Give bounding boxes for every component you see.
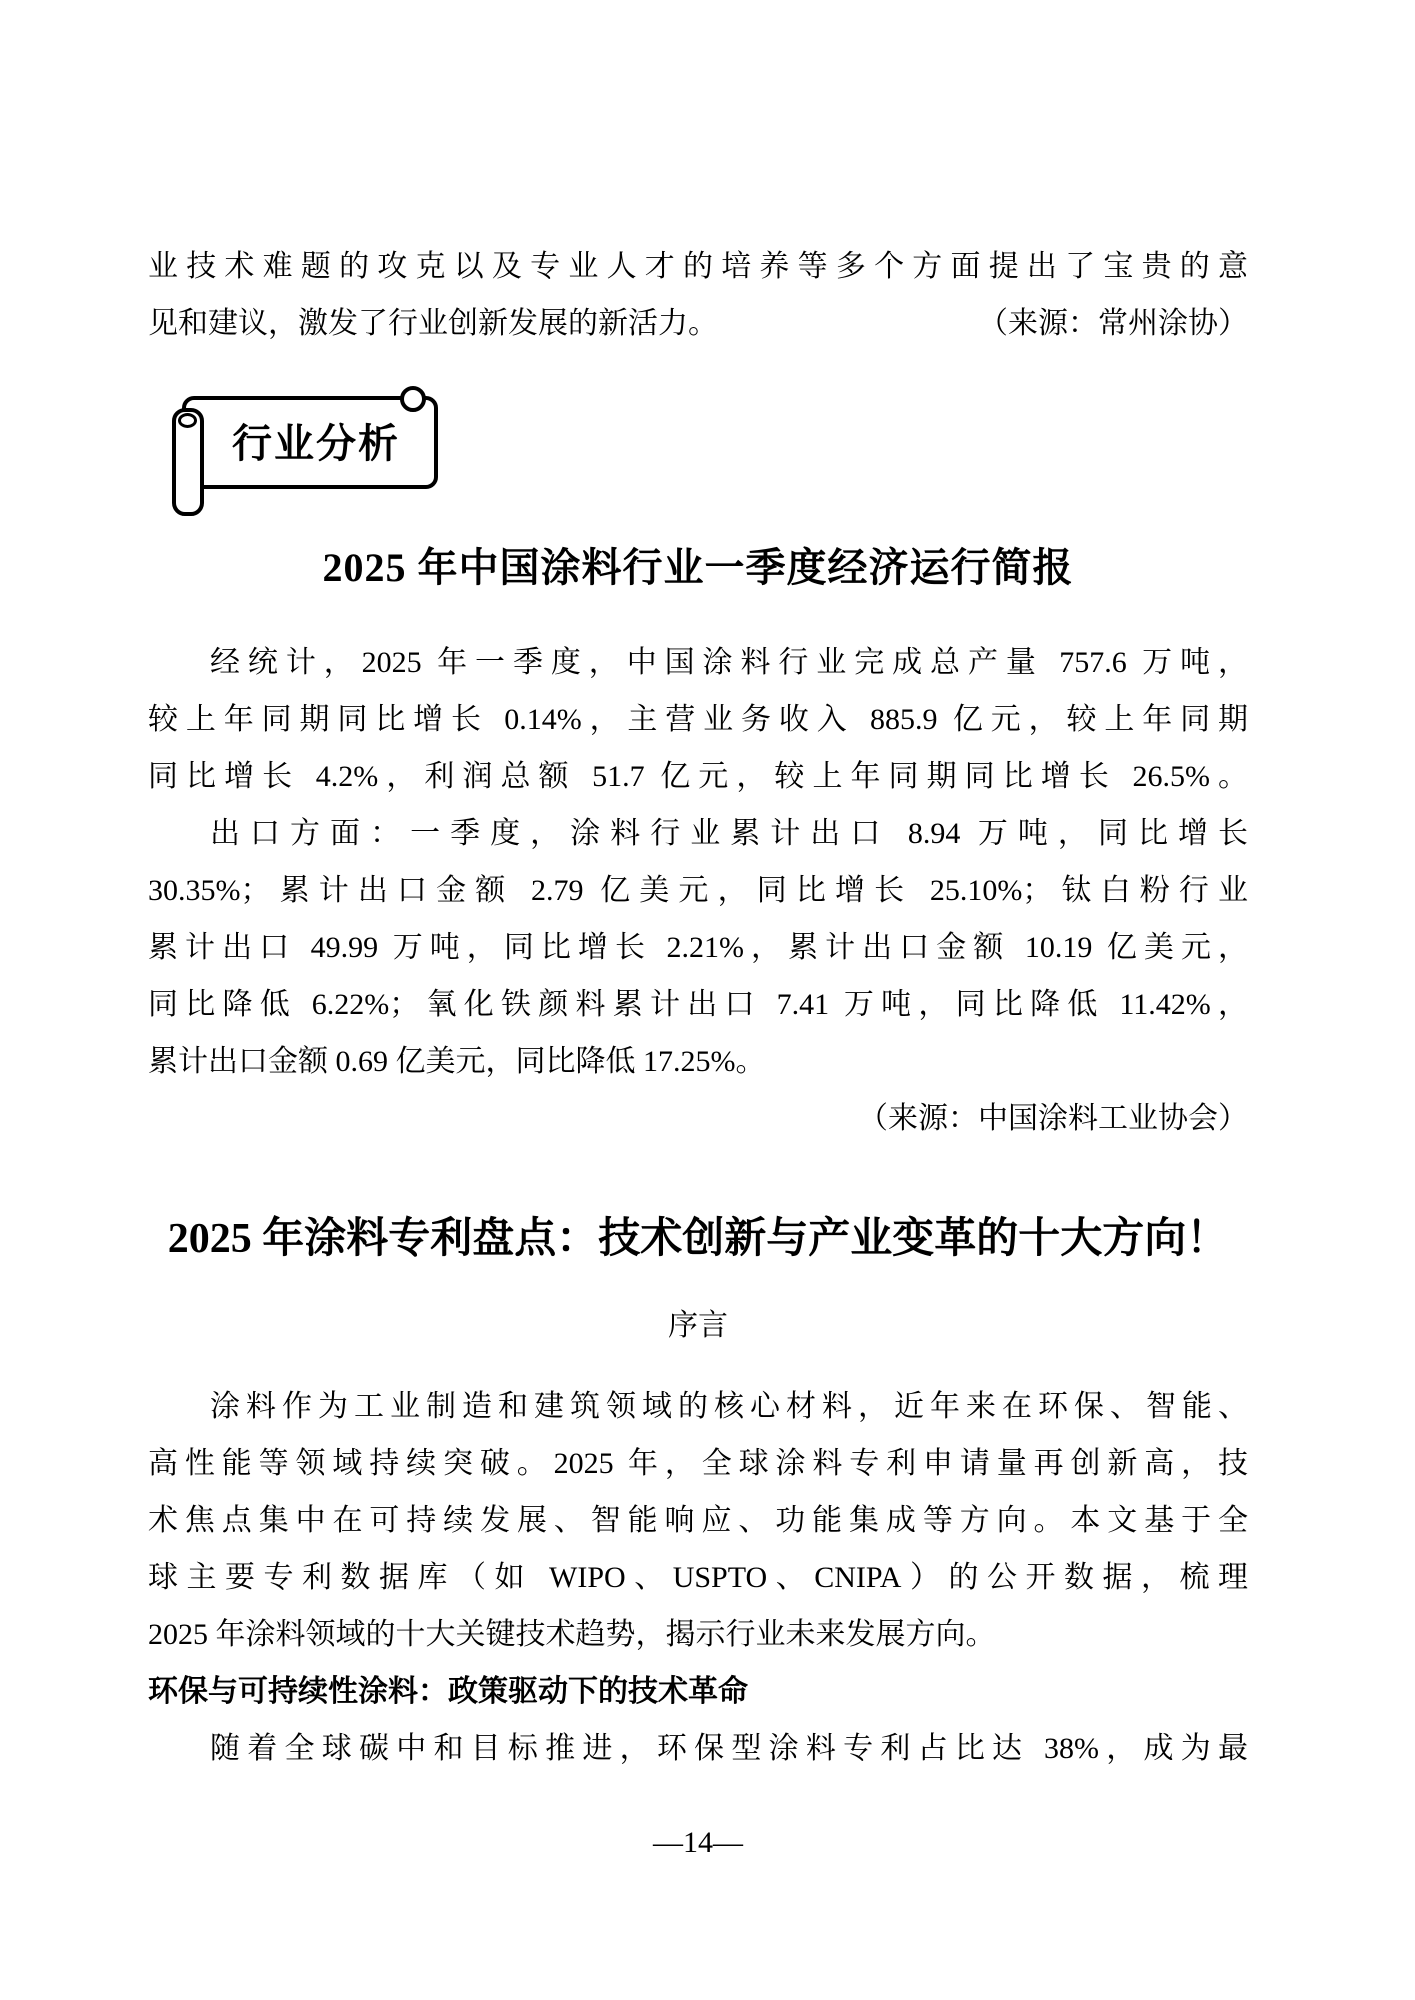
article-subheading: 环保与可持续性涂料：政策驱动下的技术革命 [148,1675,748,1708]
source-attribution: （来源：常州涂协） [978,307,1248,340]
section-banner-wrap [148,396,1248,512]
body-line: 累计出口金额 0.69 亿美元，同比降低 17.25%。 [148,1045,766,1078]
body-line: 30.35%；累计出口金额 2.79 亿美元，同比增长 25.10%；钛白粉行业 [148,874,1248,907]
body-line: 经统计，2025 年一季度，中国涂料行业完成总产量 757.6 万吨， [210,646,1248,679]
source-attribution: （来源：中国涂料工业协会） [858,1102,1248,1135]
body-line: 同比增长 4.2%，利润总额 51.7 亿元，较上年同期同比增长 26.5%。 [148,760,1248,793]
body-line: 累计出口 49.99 万吨，同比增长 2.21%，累计出口金额 10.19 亿美元， [148,931,1248,964]
body-line: 同比降低 6.22%；氧化铁颜料累计出口 7.41 万吨，同比降低 11.42%， [148,988,1248,1021]
section-banner [182,396,438,489]
article-title: 2025 年涂料专利盘点：技术创新与产业变革的十大方向！ [167,1216,1229,1262]
body-line: 涂料作为工业制造和建筑领域的核心材料，近年来在环保、智能、 [210,1390,1248,1423]
body-line: 2025 年涂料领域的十大关键技术趋势，揭示行业未来发展方向。 [148,1618,996,1651]
body-line: 球主要专利数据库（如 WIPO、USPTO、CNIPA）的公开数据，梳理 [148,1561,1248,1594]
report-title: 2025 年中国涂料行业一季度经济运行简报 [322,545,1074,590]
intro-paragraph [148,238,1248,352]
body-line: 出口方面：一季度，涂料行业累计出口 8.94 万吨，同比增长 [210,817,1248,850]
intro-line: 业技术难题的攻克以及专业人才的培养等多个方面提出了宝贵的意 [148,250,1248,283]
scroll-roll-icon [172,408,204,516]
preface-heading: 序言 [668,1309,728,1342]
section-banner-label: 行业分析 [232,421,400,466]
body-line: 随着全球碳中和目标推进，环保型涂料专利占比达 38%，成为最 [210,1732,1248,1765]
page-number: —14— [653,1826,743,1859]
body-line: 术焦点集中在可持续发展、智能响应、功能集成等方向。本文基于全 [148,1504,1248,1537]
body-line: 较上年同期同比增长 0.14%，主营业务收入 885.9 亿元，较上年同期 [148,703,1248,736]
page-content [148,0,1248,1863]
report-paragraph-1 [148,634,1248,805]
scroll-curl-icon [400,386,426,412]
intro-line-text: 见和建议，激发了行业创新发展的新活力。 [148,307,718,340]
report-paragraph-2 [148,805,1248,1090]
intro-line [148,295,1248,352]
preface-paragraph [148,1378,1248,1663]
body-line: 高性能等领域持续突破。2025 年，全球涂料专利申请量再创新高，技 [148,1447,1248,1480]
